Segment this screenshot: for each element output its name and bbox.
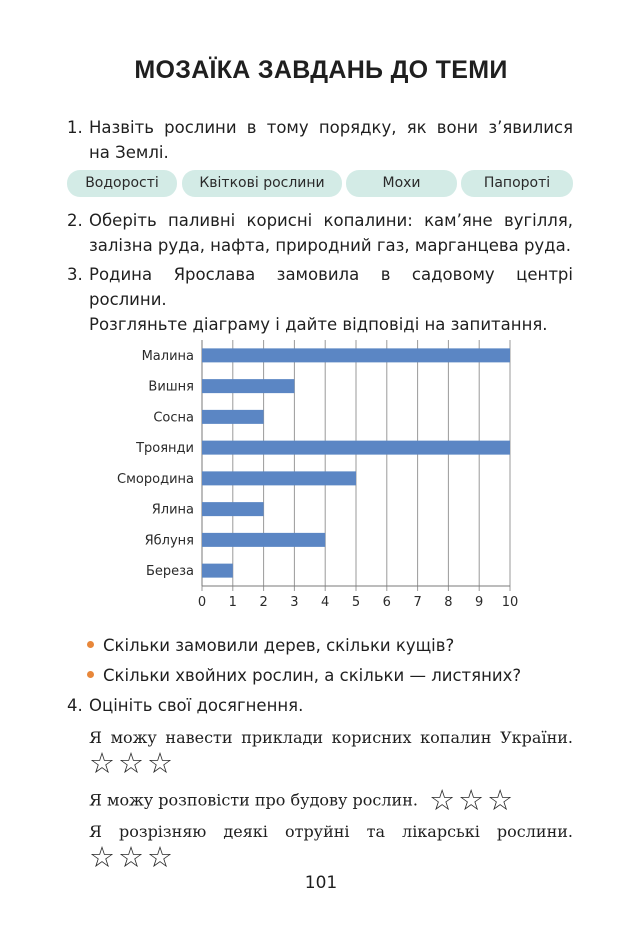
star-icon[interactable]: ☆	[147, 840, 173, 874]
task-2-text-line1: Оберіть паливні корисні копалини: кам’яне вугілля,	[89, 211, 573, 230]
task-2-text-line2: залізна руда, нафта, природний газ, марганцева руда.	[89, 236, 571, 255]
question-1	[87, 633, 454, 658]
bar-0	[202, 348, 510, 362]
task-1-number: 1.	[67, 118, 83, 137]
rating-stars[interactable]	[429, 785, 516, 817]
page-title: МОЗАЇКА ЗАВДАНЬ ДО ТЕМИ	[134, 56, 508, 84]
rating-stars[interactable]	[89, 842, 176, 874]
x-tick-label: 9	[475, 595, 484, 610]
x-tick-label: 6	[382, 595, 391, 610]
bar-1	[202, 379, 294, 393]
star-icon[interactable]: ☆	[429, 783, 456, 817]
chip-ferns: Папороті	[461, 170, 573, 197]
bar-2	[202, 410, 264, 424]
task-2	[67, 208, 573, 258]
self-assessment-2	[89, 785, 573, 817]
category-label: Троянди	[136, 441, 194, 457]
x-tick-label: 1	[228, 595, 237, 610]
star-icon[interactable]: ☆	[487, 783, 514, 817]
task-1	[67, 115, 573, 165]
star-icon[interactable]: ☆	[147, 746, 173, 780]
task-3-number: 3.	[67, 265, 83, 284]
category-label: Яблуня	[144, 533, 194, 549]
task-4-number: 4.	[67, 696, 83, 715]
x-tick-label: 3	[290, 595, 299, 610]
stars-row-1	[89, 748, 573, 780]
chip-mosses: Мохи	[346, 170, 457, 197]
task-1-text-line1: Назвіть рослини в тому порядку, як вони з’явилися	[89, 118, 573, 137]
task-3	[67, 262, 573, 337]
category-label: Сосна	[153, 410, 194, 426]
self-assessment-3: Я розрізняю деякі отруйні та лікарські рослини.	[89, 822, 573, 841]
question-2	[87, 663, 521, 688]
bar-7	[202, 564, 233, 578]
task-3-text-line2: Розгляньте діаграму і дайте відповіді на запитання.	[89, 315, 548, 334]
bar-3	[202, 441, 510, 455]
x-tick-label: 8	[444, 595, 453, 610]
x-tick-label: 5	[351, 595, 361, 610]
page-number: 101	[304, 873, 338, 893]
x-tick-label: 0	[197, 595, 207, 610]
chip-algae: Водорості	[67, 170, 177, 197]
category-label: Береза	[145, 564, 194, 580]
x-tick-label: 7	[413, 595, 422, 610]
self-assessment-2-text: Я можу розповісти про будову рослин.	[89, 790, 418, 810]
chip-flowering-plants: Квіткові рослини	[182, 170, 342, 197]
plant-chips	[67, 170, 573, 197]
category-label: Малина	[141, 348, 194, 364]
bullet-dot	[87, 641, 94, 648]
task-2-number: 2.	[67, 211, 83, 230]
task-3-text-line1: Родина Ярослава замовила в садовому центрі рослини.	[89, 265, 573, 309]
x-tick-label: 10	[501, 595, 519, 610]
rating-stars[interactable]	[89, 748, 176, 780]
category-label: Смородина	[117, 471, 194, 487]
category-label: Ялина	[151, 502, 194, 518]
stars-row-3	[89, 842, 573, 874]
bullet-dot	[87, 671, 94, 678]
star-icon[interactable]: ☆	[118, 840, 144, 874]
self-assessment-1: Я можу навести приклади корисних копалин України.	[89, 728, 573, 747]
star-icon[interactable]: ☆	[89, 840, 115, 874]
bar-6	[202, 533, 325, 547]
bar-4	[202, 471, 356, 485]
star-icon[interactable]: ☆	[89, 746, 115, 780]
question-2-text: Скільки хвойних рослин, а скільки — листяних?	[103, 666, 522, 685]
star-icon[interactable]: ☆	[458, 783, 485, 817]
task-1-text-line2: на Землі.	[89, 143, 169, 162]
x-tick-label: 2	[259, 595, 268, 610]
question-1-text: Скільки замовили дерев, скільки кущів?	[103, 636, 455, 655]
task-4	[67, 693, 573, 718]
task-4-heading: Оцініть свої досягнення.	[89, 696, 304, 715]
category-label: Вишня	[148, 379, 194, 395]
x-tick-label: 4	[321, 595, 330, 610]
bar-5	[202, 502, 264, 516]
plants-bar-chart	[108, 338, 528, 610]
star-icon[interactable]: ☆	[118, 746, 144, 780]
